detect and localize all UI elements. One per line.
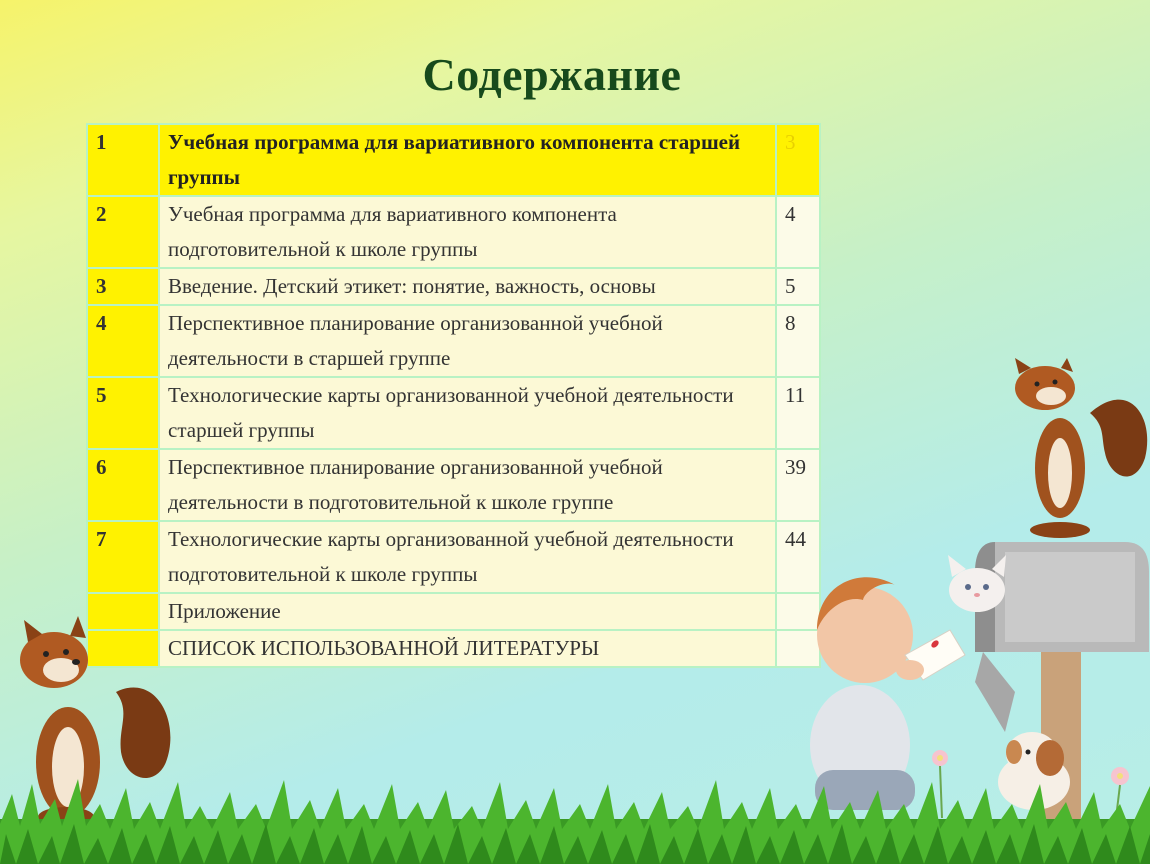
row-number: 7 — [87, 521, 159, 593]
row-title: Приложение — [159, 593, 776, 630]
table-row — [87, 630, 820, 667]
row-title: Перспективное планирование организованной учебной деятельности в подготовительной к школе группе — [159, 449, 776, 521]
table-row — [87, 196, 820, 268]
row-page: 3 — [776, 124, 820, 196]
row-number: 5 — [87, 377, 159, 449]
row-page: 39 — [776, 449, 820, 521]
row-number: 6 — [87, 449, 159, 521]
page-title: Содержание — [422, 49, 682, 100]
squirrel-right-illustration — [1005, 358, 1150, 538]
table-row — [87, 593, 820, 630]
row-number: 2 — [87, 196, 159, 268]
row-page: 4 — [776, 196, 820, 268]
contents-table — [86, 123, 821, 668]
row-title: СПИСОК ИСПОЛЬЗОВАННОЙ ЛИТЕРАТУРЫ — [159, 630, 776, 667]
table-row — [87, 124, 820, 196]
row-title: Технологические карты организованной учебной деятельности старшей группы — [159, 377, 776, 449]
row-title: Учебная программа для вариативного компонента старшей группы — [159, 124, 776, 196]
row-title: Учебная программа для вариативного компонента подготовительной к школе группы — [159, 196, 776, 268]
grass-strip-illustration — [0, 774, 1150, 864]
row-number: 1 — [87, 124, 159, 196]
row-page: 11 — [776, 377, 820, 449]
row-page: 8 — [776, 305, 820, 377]
row-title: Введение. Детский этикет: понятие, важность, основы — [159, 268, 776, 305]
table-row — [87, 521, 820, 593]
table-row — [87, 449, 820, 521]
row-page: 5 — [776, 268, 820, 305]
table-row — [87, 377, 820, 449]
table-row — [87, 305, 820, 377]
row-title: Технологические карты организованной учебной деятельности подготовительной к школе группы — [159, 521, 776, 593]
row-number: 4 — [87, 305, 159, 377]
row-number: 3 — [87, 268, 159, 305]
row-title: Перспективное планирование организованной учебной деятельности в старшей группе — [159, 305, 776, 377]
row-page: 44 — [776, 521, 820, 593]
table-row — [87, 268, 820, 305]
